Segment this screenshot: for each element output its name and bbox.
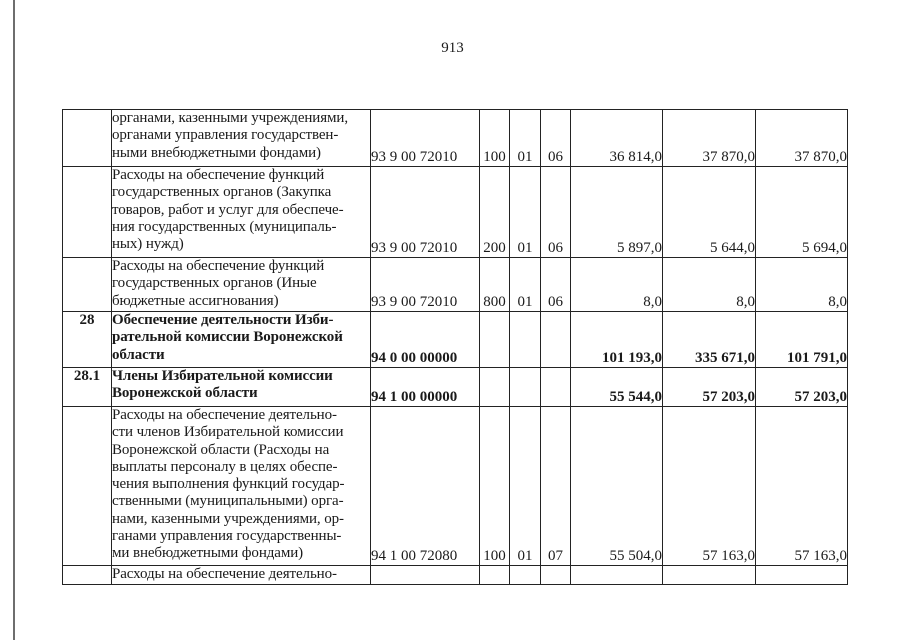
pr-cell: 06 xyxy=(541,110,571,167)
table-row xyxy=(63,566,848,585)
vr-cell: 800 xyxy=(480,258,510,312)
vr-cell: 100 xyxy=(480,407,510,566)
scan-edge-line xyxy=(13,0,15,640)
amount-1-cell: 101 193,0 xyxy=(571,312,663,368)
amount-3-cell: 101 791,0 xyxy=(756,312,848,368)
number-cell: 28.1 xyxy=(63,368,112,407)
number-cell xyxy=(63,566,112,585)
rz-cell xyxy=(510,312,541,368)
vr-cell: 100 xyxy=(480,110,510,167)
number-cell xyxy=(63,407,112,566)
rz-cell: 01 xyxy=(510,110,541,167)
amount-2-cell: 57 163,0 xyxy=(663,407,756,566)
description-cell: органами, казенными учреждениями, органами управления государствен- ными внебюджетными фондами) xyxy=(112,110,371,167)
amount-2-cell: 335 671,0 xyxy=(663,312,756,368)
amount-3-cell: 5 694,0 xyxy=(756,167,848,258)
amount-2-cell: 5 644,0 xyxy=(663,167,756,258)
code-cell: 93 9 00 72010 xyxy=(371,110,480,167)
page-number: 913 xyxy=(441,40,464,56)
rz-cell: 01 xyxy=(510,258,541,312)
number-cell xyxy=(63,258,112,312)
pr-cell: 07 xyxy=(541,407,571,566)
amount-1-cell: 5 897,0 xyxy=(571,167,663,258)
amount-2-cell: 8,0 xyxy=(663,258,756,312)
vr-cell xyxy=(480,566,510,585)
rz-cell: 01 xyxy=(510,407,541,566)
budget-table xyxy=(62,109,848,585)
amount-3-cell xyxy=(756,566,848,585)
code-cell xyxy=(371,566,480,585)
vr-cell xyxy=(480,368,510,407)
table-row xyxy=(63,167,848,258)
amount-1-cell: 36 814,0 xyxy=(571,110,663,167)
amount-2-cell: 57 203,0 xyxy=(663,368,756,407)
amount-1-cell: 8,0 xyxy=(571,258,663,312)
number-cell xyxy=(63,167,112,258)
amount-1-cell: 55 504,0 xyxy=(571,407,663,566)
description-cell: Расходы на обеспечение функций государственных органов (Иные бюджетные ассигнования) xyxy=(112,258,371,312)
code-cell: 94 1 00 00000 xyxy=(371,368,480,407)
pr-cell: 06 xyxy=(541,258,571,312)
description-cell: Члены Избирательной комиссии Воронежской области xyxy=(112,368,371,407)
number-cell: 28 xyxy=(63,312,112,368)
rz-cell xyxy=(510,368,541,407)
rz-cell: 01 xyxy=(510,167,541,258)
vr-cell xyxy=(480,312,510,368)
amount-1-cell xyxy=(571,566,663,585)
code-cell: 93 9 00 72010 xyxy=(371,167,480,258)
description-cell: Расходы на обеспечение деятельно- сти членов Избирательной комиссии Воронежской области (Расходы на выплаты персоналу в целях обеспе- чения выполнения функций государ- ственными (муниципальными) орга- нами, казенными учреждениями, ор- ганами управления государственны- ми внебюджетными фондами) xyxy=(112,407,371,566)
rz-cell xyxy=(510,566,541,585)
description-cell: Расходы на обеспечение функций государственных органов (Закупка товаров, работ и услуг для обеспече- ния государственных (муниципаль- ных) нужд) xyxy=(112,167,371,258)
code-cell: 94 0 00 00000 xyxy=(371,312,480,368)
description-cell: Обеспечение деятельности Изби- рательной комиссии Воронежской области xyxy=(112,312,371,368)
table-row xyxy=(63,407,848,566)
number-cell xyxy=(63,110,112,167)
table-row xyxy=(63,110,848,167)
description-cell: Расходы на обеспечение деятельно- xyxy=(112,566,371,585)
amount-2-cell xyxy=(663,566,756,585)
table-row-subsection xyxy=(63,368,848,407)
amount-3-cell: 57 203,0 xyxy=(756,368,848,407)
amount-3-cell: 8,0 xyxy=(756,258,848,312)
code-cell: 94 1 00 72080 xyxy=(371,407,480,566)
pr-cell: 06 xyxy=(541,167,571,258)
amount-3-cell: 57 163,0 xyxy=(756,407,848,566)
pr-cell xyxy=(541,312,571,368)
vr-cell: 200 xyxy=(480,167,510,258)
amount-2-cell: 37 870,0 xyxy=(663,110,756,167)
amount-1-cell: 55 544,0 xyxy=(571,368,663,407)
code-cell: 93 9 00 72010 xyxy=(371,258,480,312)
amount-3-cell: 37 870,0 xyxy=(756,110,848,167)
table-row-section xyxy=(63,312,848,368)
pr-cell xyxy=(541,368,571,407)
table-row xyxy=(63,258,848,312)
pr-cell xyxy=(541,566,571,585)
